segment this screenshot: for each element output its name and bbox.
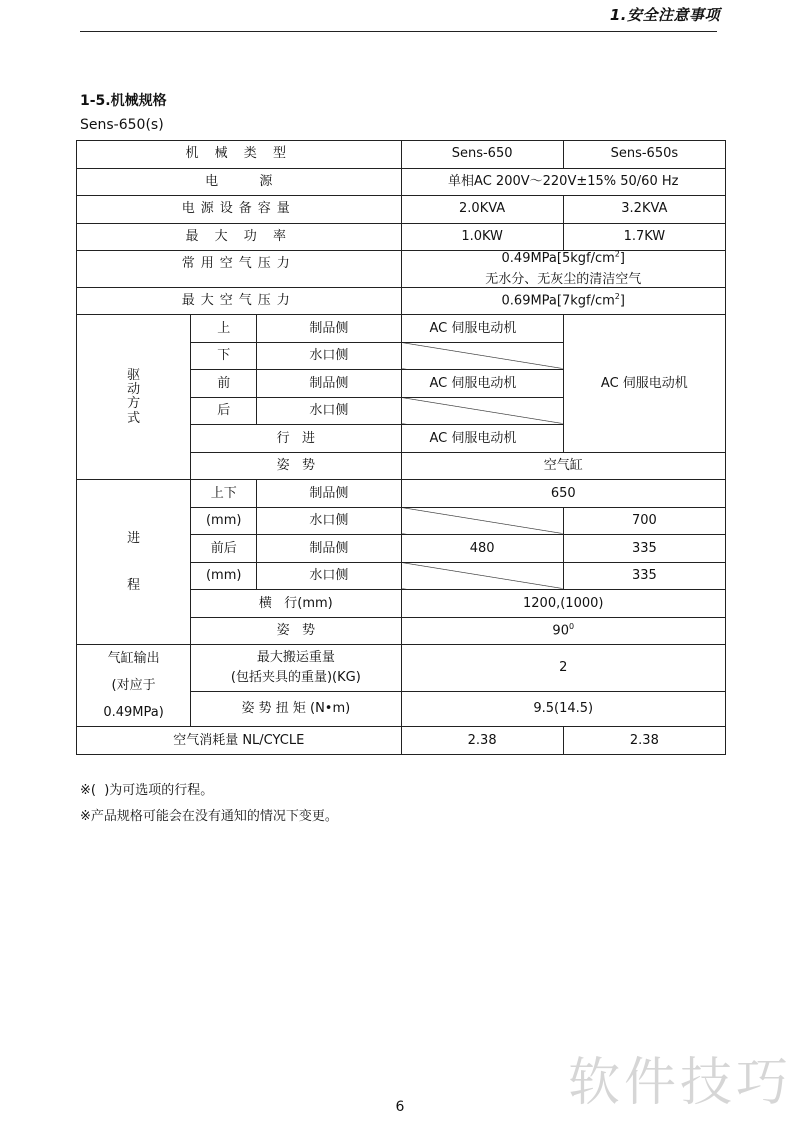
drive-fb-sprue-650-na xyxy=(401,397,563,425)
drive-updown-sprue-label: 水口侧 xyxy=(257,342,401,370)
stroke-fb-sprue-650-na xyxy=(401,562,563,590)
drive-fb-product-650: AC 伺服电动机 xyxy=(401,370,563,398)
drive-650s-servo: AC 伺服电动机 xyxy=(563,315,725,453)
stroke-updown-label-1: 上下 xyxy=(191,480,257,508)
stroke-fb-product-650s: 335 xyxy=(563,535,725,563)
watermark: 软件技巧 xyxy=(568,1053,793,1113)
stroke-updown-sprue-label: 水口侧 xyxy=(257,507,401,535)
air-consumption-650: 2.38 xyxy=(401,727,563,755)
table-row xyxy=(77,223,726,251)
stroke-updown-product-value: 650 xyxy=(401,480,726,508)
cylinder-max-load-value: 2 xyxy=(401,645,726,691)
note-optional-stroke: ※( )为可选项的行程。 xyxy=(80,783,214,798)
drive-updown-sprue-650-na xyxy=(401,342,563,370)
drive-fb-label-2: 后 xyxy=(191,397,257,425)
cylinder-torque-value: 9.5(14.5) xyxy=(401,691,726,727)
stroke-traverse-label: 横 行(mm) xyxy=(191,590,401,618)
drive-updown-label-1: 上 xyxy=(191,315,257,343)
table-row xyxy=(77,287,726,315)
drive-fb-sprue-label: 水口侧 xyxy=(257,397,401,425)
max-air-pressure-label: 最大空气压力 xyxy=(77,287,402,315)
stroke-group-label: 进 程 xyxy=(77,480,191,645)
stroke-updown-product-label: 制品侧 xyxy=(257,480,401,508)
stroke-fb-label-1: 前后 xyxy=(191,535,257,563)
machine-type-650s: Sens-650s xyxy=(563,141,725,169)
table-row xyxy=(77,727,726,755)
chapter-title: 1.安全注意事项 xyxy=(609,6,720,24)
table-row xyxy=(77,480,726,508)
notes xyxy=(80,778,338,830)
drive-updown-product-650: AC 伺服电动机 xyxy=(401,315,563,343)
max-power-650: 1.0KW xyxy=(401,223,563,251)
cylinder-max-load-label: 最大搬运重量 (包括夹具的重量)(KG) xyxy=(191,645,401,691)
drive-fb-label-1: 前 xyxy=(191,370,257,398)
air-pressure-value xyxy=(401,251,726,288)
drive-updown-product-label: 制品侧 xyxy=(257,315,401,343)
stroke-posture-label: 姿 势 xyxy=(191,617,401,645)
model-label: Sens-650(s) xyxy=(80,117,164,133)
machine-type-650: Sens-650 xyxy=(401,141,563,169)
power-label: 电 源 xyxy=(77,168,402,196)
drive-travel-650: AC 伺服电动机 xyxy=(401,425,563,453)
stroke-traverse-value: 1200,(1000) xyxy=(401,590,726,618)
air-pressure-note: 无水分、无灰尘的清洁空气 xyxy=(485,271,642,287)
stroke-fb-product-label: 制品侧 xyxy=(257,535,401,563)
stroke-fb-sprue-label: 水口侧 xyxy=(257,562,401,590)
stroke-fb-sprue-650s: 335 xyxy=(563,562,725,590)
air-pressure-label: 常用空气压力 xyxy=(77,251,402,288)
stroke-fb-product-650: 480 xyxy=(401,535,563,563)
note-spec-change: ※产品规格可能会在没有通知的情况下变更。 xyxy=(80,809,338,824)
power-capacity-650: 2.0KVA xyxy=(401,196,563,224)
stroke-posture-value: $90^0$ xyxy=(401,617,726,645)
power-capacity-650s: 3.2KVA xyxy=(563,196,725,224)
stroke-updown-label-2: (mm) xyxy=(191,507,257,535)
power-capacity-label: 电源设备容量 xyxy=(77,196,402,224)
cylinder-group-label: 气缸输出 (对应于 0.49MPa) xyxy=(77,645,191,727)
drive-fb-product-label: 制品侧 xyxy=(257,370,401,398)
power-value: 单相AC 200V～220V±15% 50/60 Hz xyxy=(401,168,726,196)
drive-group-label: 驱 动 方 式 xyxy=(77,315,191,480)
max-air-pressure-value: $0.69MPa[7kgf/cm^2]$ xyxy=(401,287,726,315)
max-power-label: 最 大 功 率 xyxy=(77,223,402,251)
table-row xyxy=(77,141,726,169)
spec-table xyxy=(76,140,726,755)
machine-type-label: 机 械 类 型 xyxy=(77,141,402,169)
air-consumption-650s: 2.38 xyxy=(563,727,725,755)
max-power-650s: 1.7KW xyxy=(563,223,725,251)
stroke-updown-sprue-650-na xyxy=(401,507,563,535)
header-rule xyxy=(80,31,717,32)
table-row xyxy=(77,196,726,224)
drive-posture-label: 姿 势 xyxy=(191,452,401,480)
air-consumption-label: 空气消耗量 NL/CYCLE xyxy=(77,727,402,755)
stroke-fb-label-2: (mm) xyxy=(191,562,257,590)
drive-posture-value: 空气缸 xyxy=(401,452,726,480)
table-row xyxy=(77,315,726,343)
drive-updown-label-2: 下 xyxy=(191,342,257,370)
stroke-updown-sprue-650s: 700 xyxy=(563,507,725,535)
table-row xyxy=(77,168,726,196)
cylinder-torque-label: 姿 势 扭 矩 (N•m) xyxy=(191,691,401,727)
section-heading: 1-5.机械规格 xyxy=(80,93,167,109)
air-pressure-main: $0.49MPa[5kgf/cm^2]$ xyxy=(501,250,625,267)
table-row xyxy=(77,251,726,288)
drive-travel-label: 行 进 xyxy=(191,425,401,453)
table-row xyxy=(77,645,726,691)
page-number: 6 xyxy=(395,1099,405,1115)
